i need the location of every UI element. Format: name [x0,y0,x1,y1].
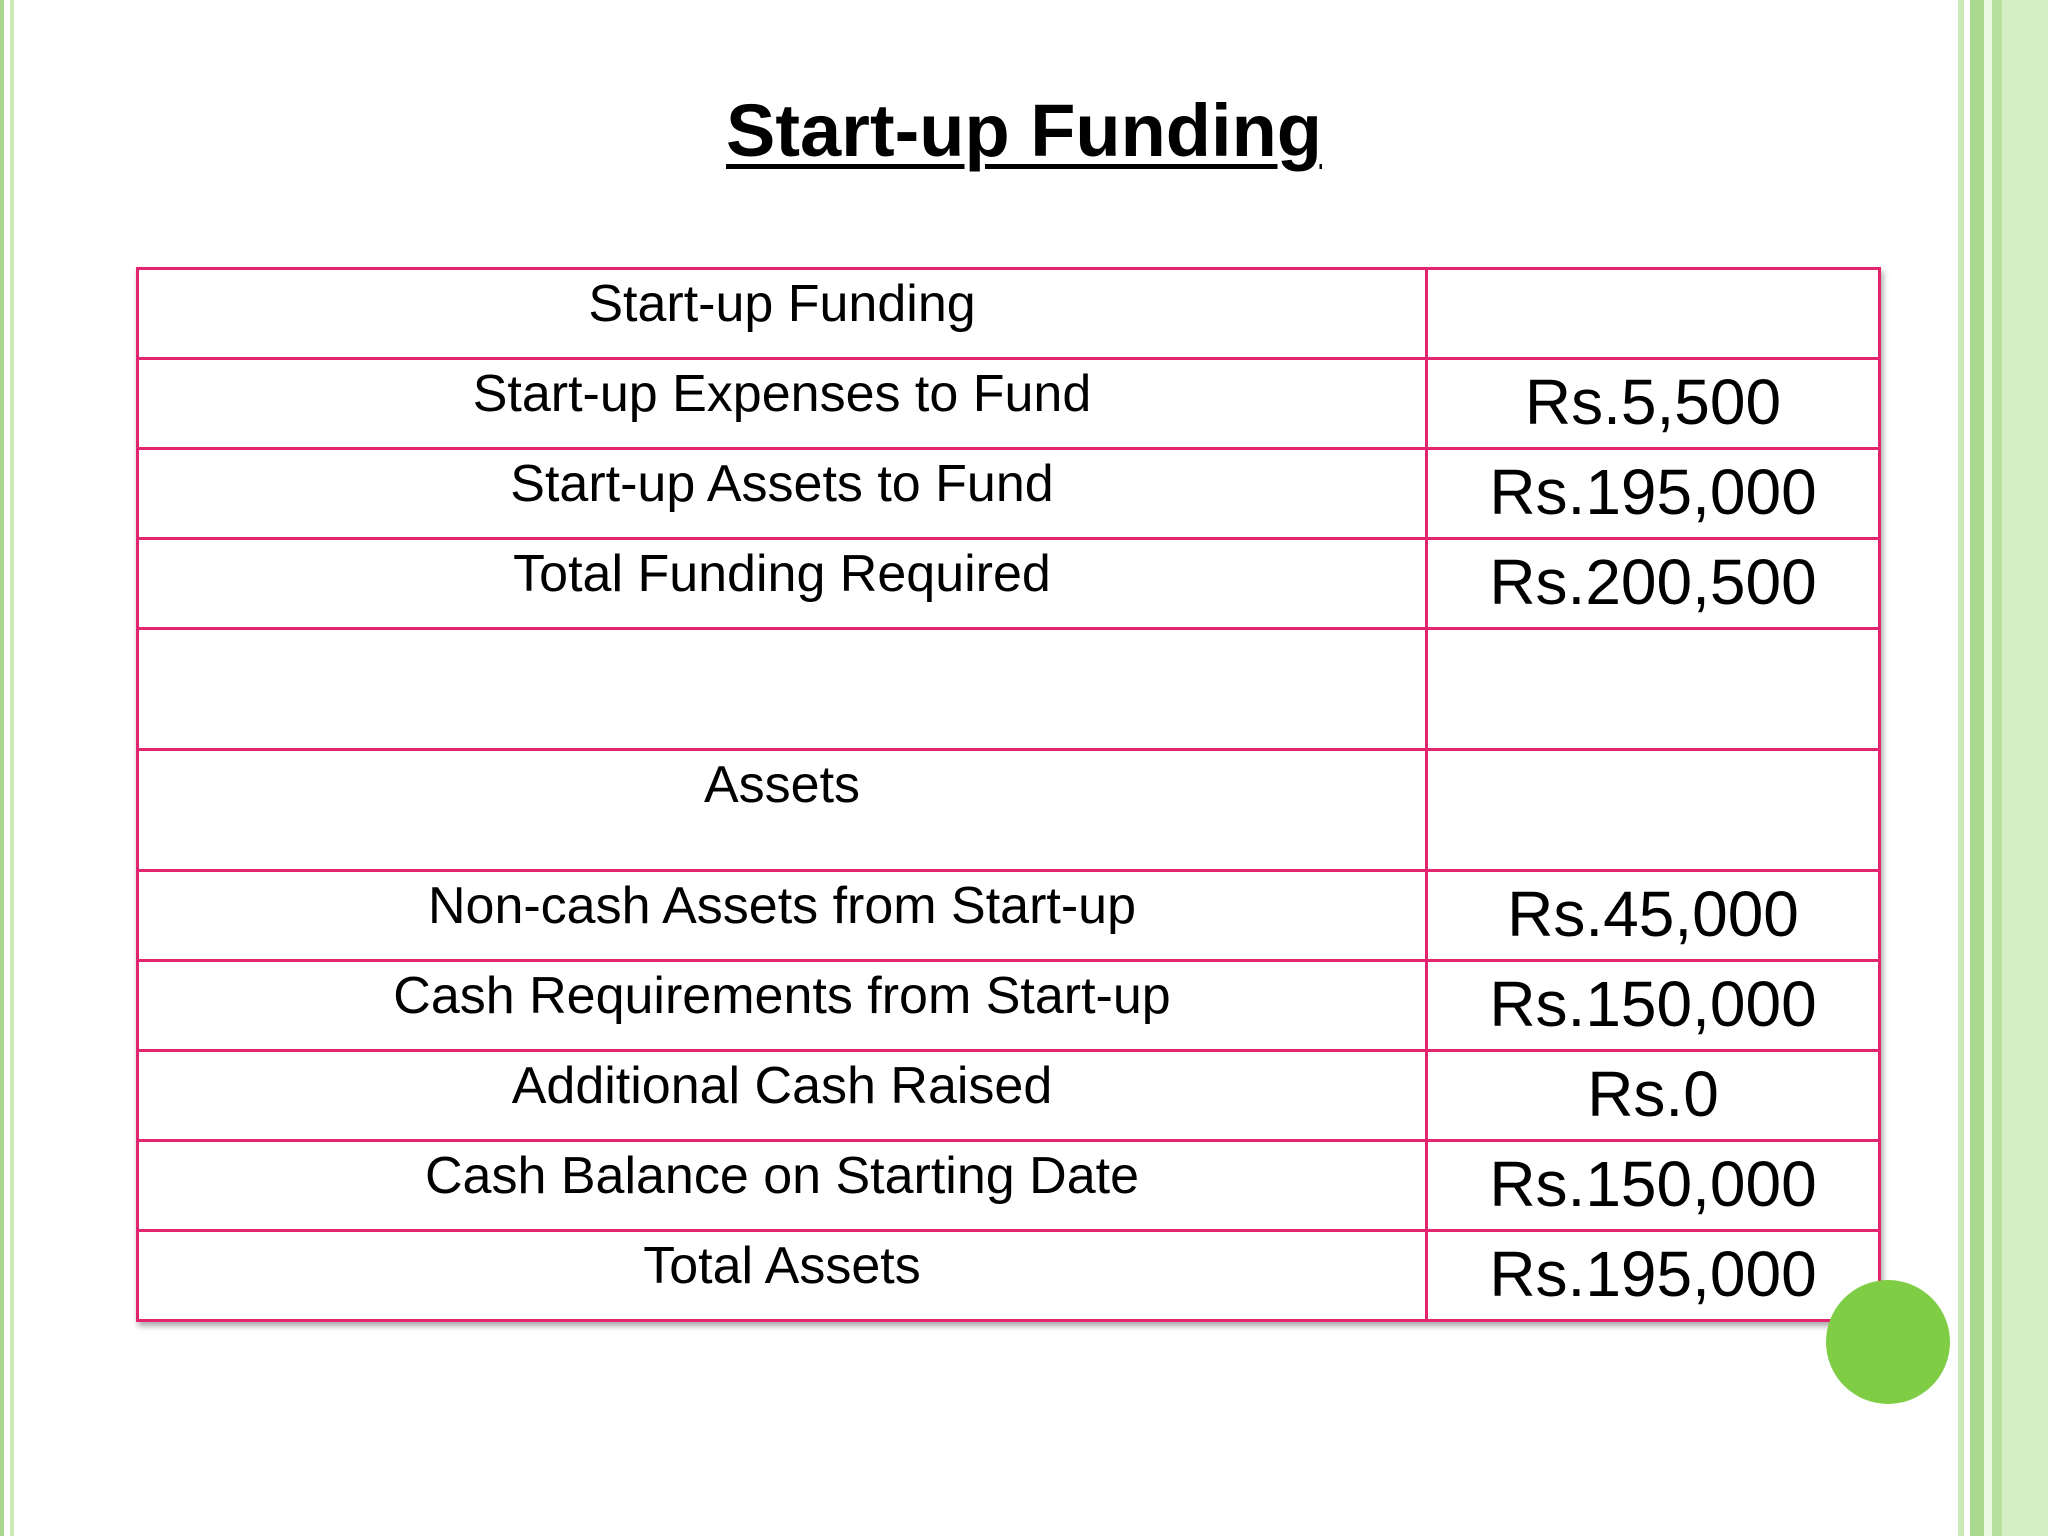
table-row [138,1051,1880,1141]
row-value: Rs.195,000 [1427,1231,1880,1321]
table-row [138,961,1880,1051]
table-row [138,1231,1880,1321]
right-border-stripe-4 [1992,0,2002,1536]
row-value: Rs.195,000 [1427,449,1880,539]
funding-table-container [136,267,1881,1322]
row-label: Cash Requirements from Start-up [138,961,1427,1051]
table-row [138,539,1880,629]
row-value [1427,269,1880,359]
right-border-stripe-1 [1958,0,1964,1536]
table-row [138,269,1880,359]
row-label: Start-up Expenses to Fund [138,359,1427,449]
row-value [1427,750,1880,871]
row-value: Rs.5,500 [1427,359,1880,449]
row-value [1427,629,1880,750]
left-border-stripe [0,0,4,1536]
row-value: Rs.0 [1427,1051,1880,1141]
row-value: Rs.150,000 [1427,1141,1880,1231]
right-border-stripe-5 [2002,0,2048,1536]
right-border-stripe-3 [1984,0,1992,1536]
table-row [138,449,1880,539]
table-row-empty [138,629,1880,750]
table-row-section-header [138,750,1880,871]
row-label [138,629,1427,750]
row-label: Non-cash Assets from Start-up [138,871,1427,961]
row-label: Assets [138,750,1427,871]
row-value: Rs.45,000 [1427,871,1880,961]
row-label: Additional Cash Raised [138,1051,1427,1141]
right-border-stripe-2 [1970,0,1984,1536]
row-value: Rs.150,000 [1427,961,1880,1051]
row-value: Rs.200,500 [1427,539,1880,629]
table-row [138,871,1880,961]
table-row [138,1141,1880,1231]
slide-title: Start-up Funding [726,89,1322,172]
left-border-stripe-inner [10,0,14,1536]
funding-table [136,267,1881,1322]
green-circle-decoration [1826,1280,1950,1404]
row-label: Start-up Funding [138,269,1427,359]
row-label: Start-up Assets to Fund [138,449,1427,539]
row-label: Total Funding Required [138,539,1427,629]
row-label: Cash Balance on Starting Date [138,1141,1427,1231]
table-row [138,359,1880,449]
row-label: Total Assets [138,1231,1427,1321]
